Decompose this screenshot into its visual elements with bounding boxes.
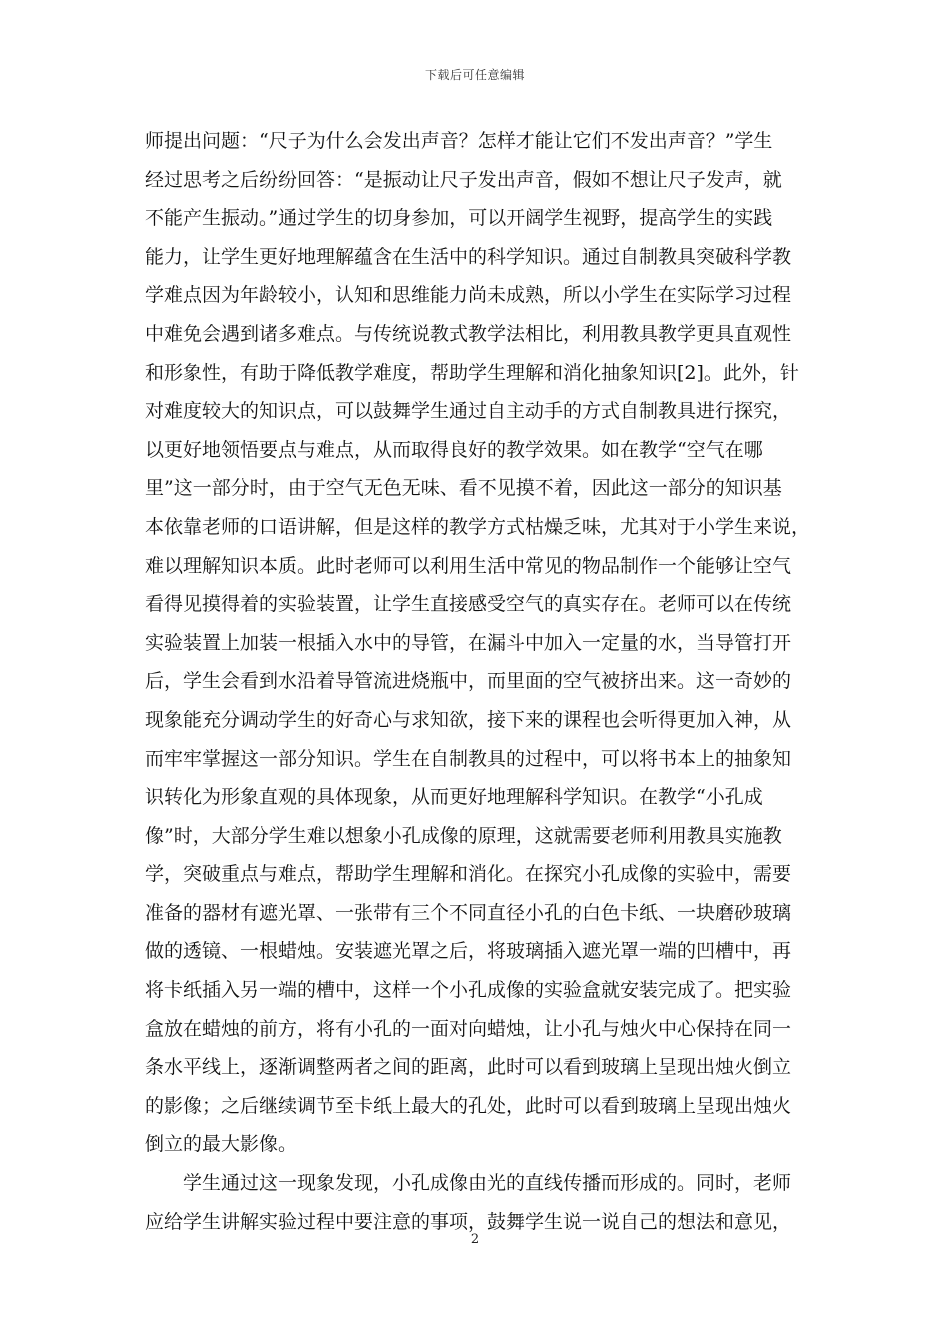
text-line: 条水平线上，逐渐调整两者之间的距离，此时可以看到玻璃上呈现出烛火倒立 (145, 1056, 792, 1079)
text-line: 师提出问题：“尺子为什么会发出声音？怎样才能让它们不发出声音？”学生 (145, 130, 773, 152)
text-line: 识转化为形象直观的具体现象，从而更好地理解科学知识。在教学“小孔成 (145, 786, 763, 809)
text-line: 学难点因为年龄较小，认知和思维能力尚未成熟，所以小学生在实际学习过程 (145, 284, 792, 307)
text-line: 不能产生振动。”通过学生的切身参加，可以开阔学生视野，提高学生的实践 (145, 207, 773, 230)
text-line: 实验装置上加装一根插入水中的导管，在漏斗中加入一定量的水，当导管打开 (145, 631, 792, 654)
body-text (145, 122, 817, 1241)
text-line: 的影像；之后继续调节至卡纸上最大的孔处，此时可以看到玻璃上呈现出烛火 (145, 1094, 792, 1117)
text-line: 像”时，大部分学生难以想象小孔成像的原理，这就需要老师利用教具实施教 (145, 824, 782, 847)
text-line: 而牢牢掌握这一部分知识。学生在自制教具的过程中，可以将书本上的抽象知 (145, 747, 792, 770)
text-line: 能力，让学生更好地理解蕴含在生活中的科学知识。通过自制教具突破科学教 (145, 245, 792, 268)
text-line: 准备的器材有遮光罩、一张带有三个不同直径小孔的白色卡纸、一块磨砂玻璃 (145, 901, 792, 924)
text-line: 中难免会遇到诸多难点。与传统说教式教学法相比，利用教具教学更具直观性 (145, 322, 792, 345)
text-line: 难以理解知识本质。此时老师可以利用生活中常见的物品制作一个能够让空气 (145, 554, 792, 577)
text-line: 本依靠老师的口语讲解，但是这样的教学方式枯燥乏味，尤其对于小学生来说， (145, 515, 811, 538)
text-line: 盒放在蜡烛的前方，将有小孔的一面对向蜡烛，让小孔与烛火中心保持在同一 (145, 1017, 792, 1040)
text-line: 看得见摸得着的实验装置，让学生直接感受空气的真实存在。老师可以在传统 (145, 593, 792, 616)
paragraph-start-line: 学生通过这一现象发现，小孔成像由光的直线传播而形成的。同时，老师 (183, 1172, 792, 1195)
text-line: 做的透镜、一根蜡烛。安装遮光罩之后，将玻璃插入遮光罩一端的凹槽中，再 (145, 940, 792, 963)
page-header: 下载后可任意编辑 (424, 68, 525, 82)
text-line: 现象能充分调动学生的好奇心与求知欲，接下来的课程也会听得更加入神，从 (145, 708, 792, 731)
text-line: 学，突破重点与难点，帮助学生理解和消化。在探究小孔成像的实验中，需要 (145, 863, 792, 886)
text-line: 将卡纸插入另一端的槽中，这样一个小孔成像的实验盒就安装完成了。把实验 (145, 979, 792, 1002)
text-line: 应给学生讲解实验过程中要注意的事项，鼓舞学生说一说自己的想法和意见， (145, 1210, 792, 1233)
text-line: 对难度较大的知识点，可以鼓舞学生通过自主动手的方式自制教具进行探究， (145, 400, 792, 423)
text-line: 和形象性，有助于降低教学难度，帮助学生理解和消化抽象知识[2]。此外，针 (145, 361, 799, 384)
text-line: 里”这一部分时，由于空气无色无味、看不见摸不着，因此这一部分的知识基 (145, 477, 782, 500)
text-line: 倒立的最大影像。 (145, 1133, 298, 1156)
page-number: 2 (470, 1232, 480, 1247)
text-line: 后，学生会看到水沿着导管流进烧瓶中，而里面的空气被挤出来。这一奇妙的 (145, 670, 792, 693)
text-line: 经过思考之后纷纷回答：“是振动让尺子发出声音，假如不想让尺子发声，就 (145, 168, 782, 191)
text-line: 以更好地领悟要点与难点，从而取得良好的教学效果。如在教学“空气在哪 (145, 438, 763, 461)
